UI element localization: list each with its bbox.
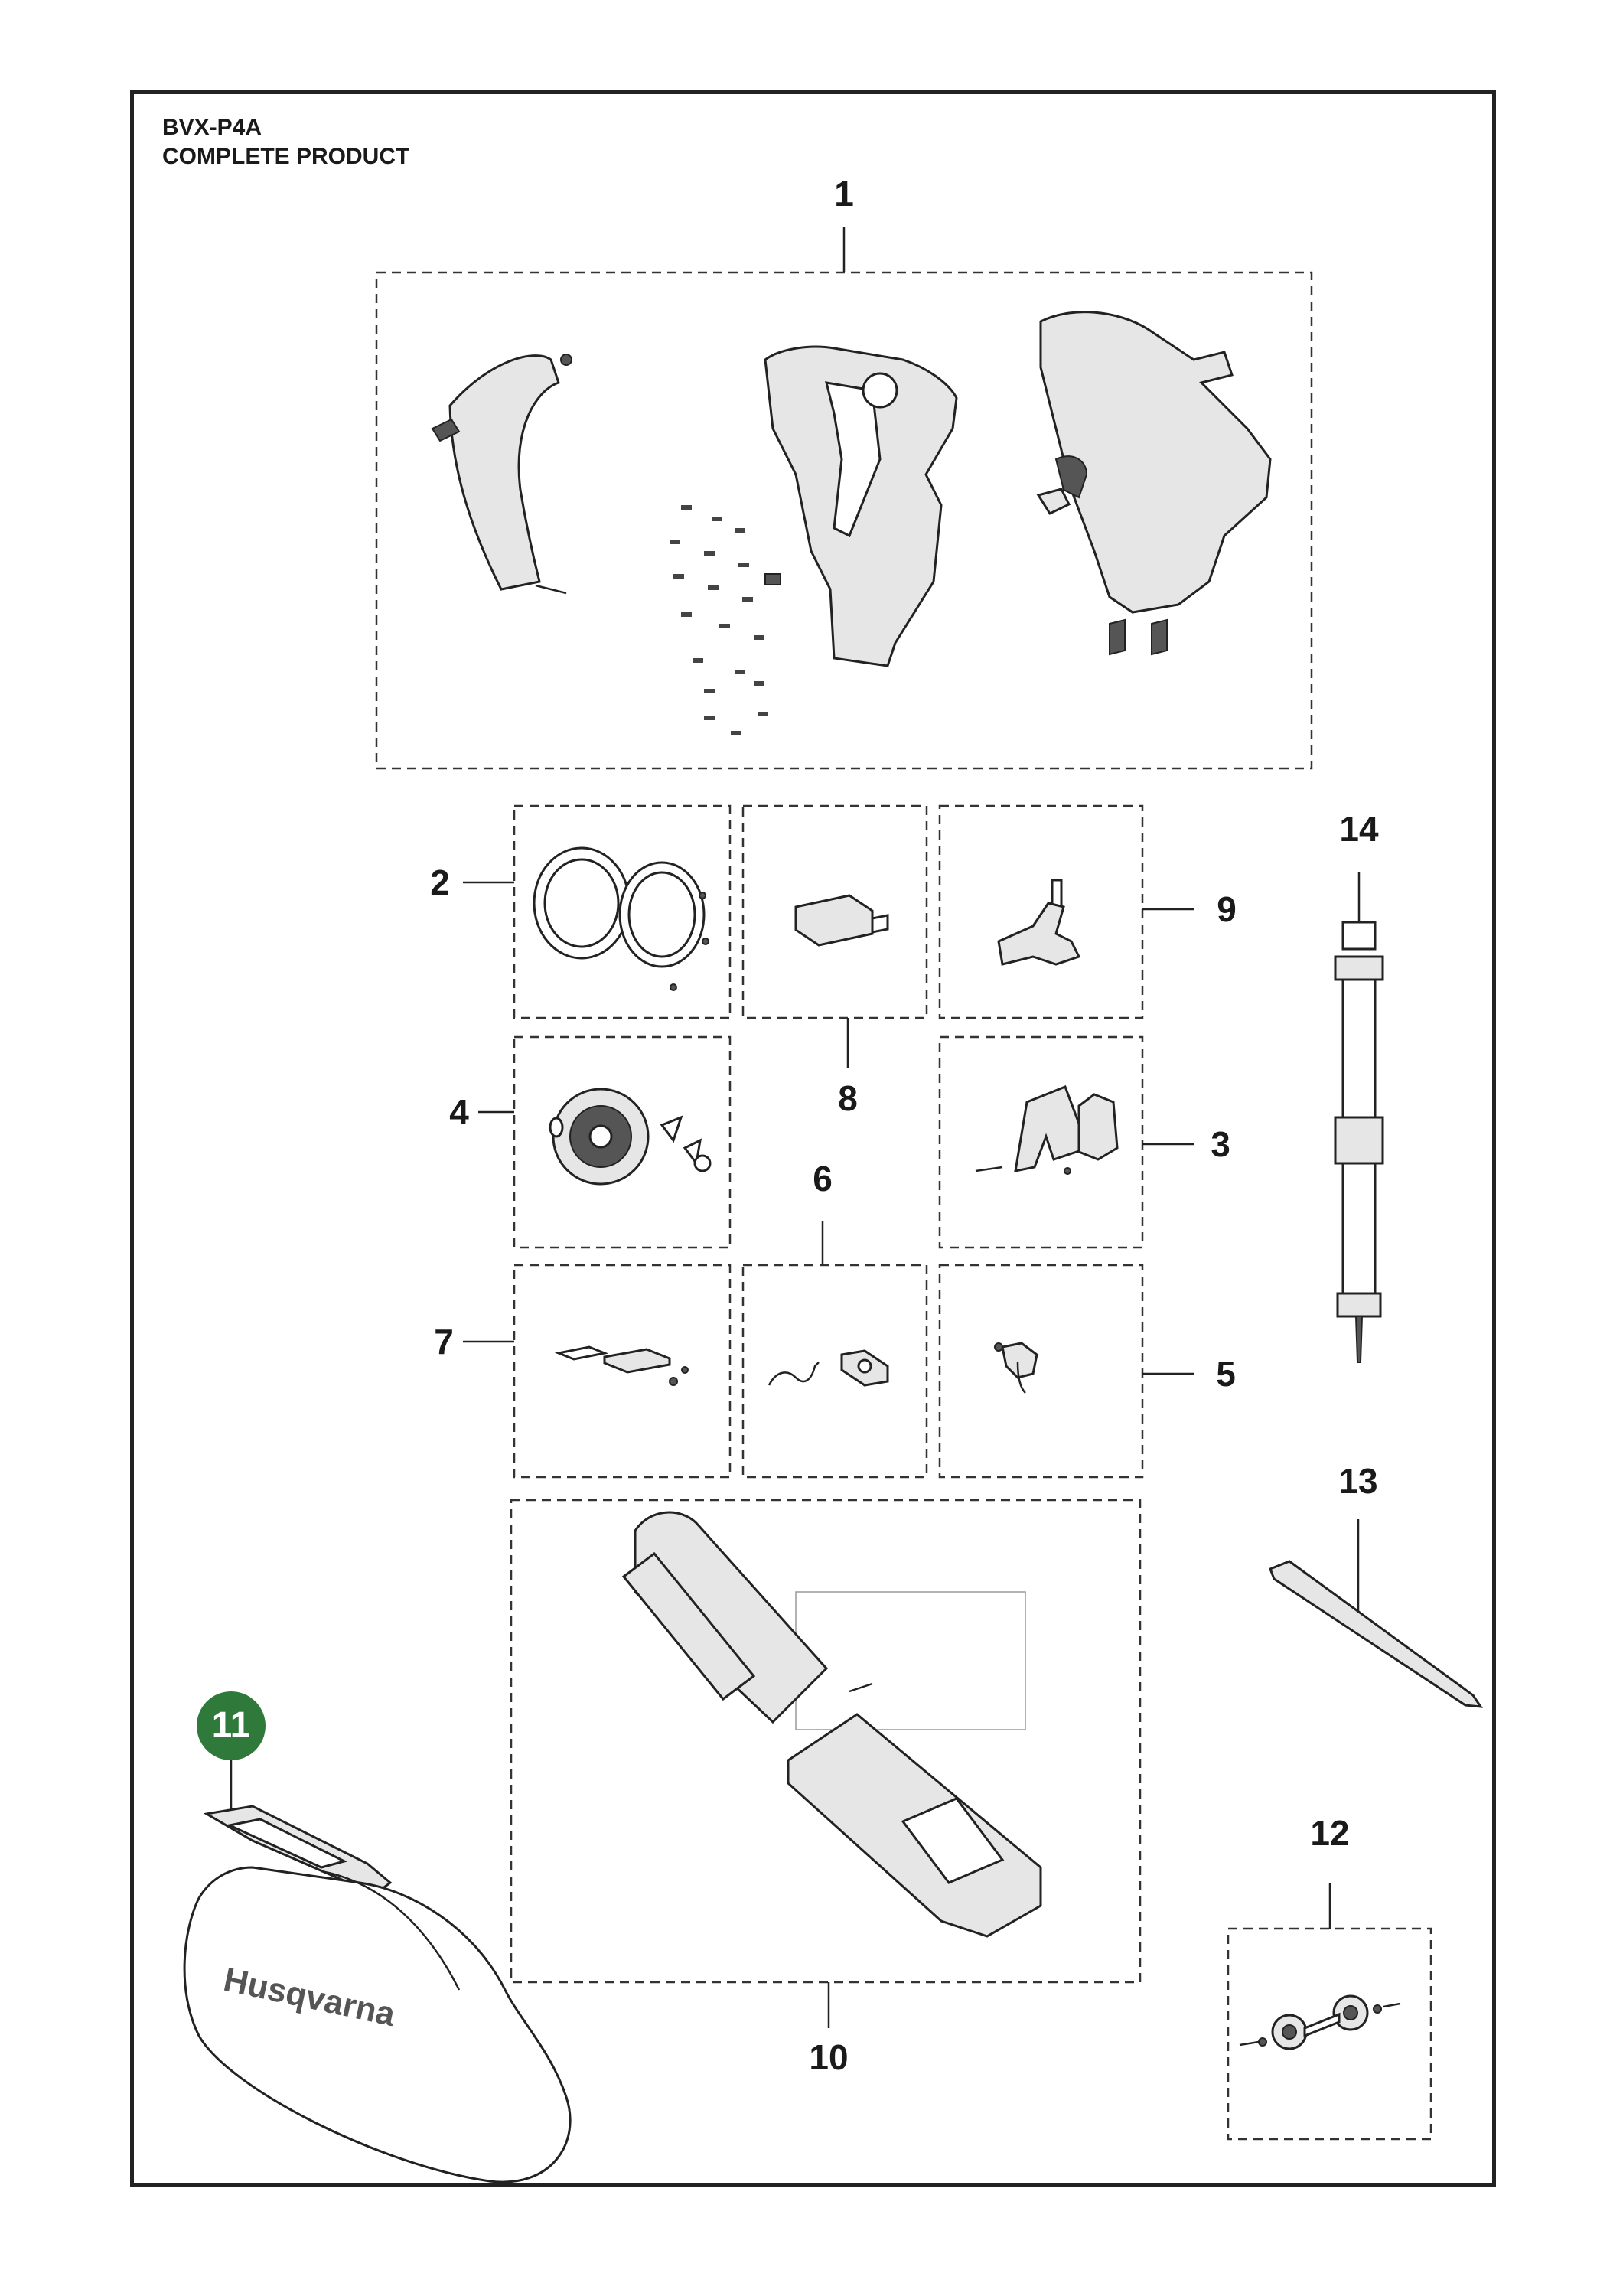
part-spring (769, 1362, 819, 1385)
callout-5: 5 (1216, 1354, 1236, 1394)
callout-2: 2 (430, 863, 450, 902)
group-12-wheels (1228, 1883, 1431, 2139)
part-knob-3 (1079, 1094, 1117, 1159)
part-tube-outline (796, 1592, 1025, 1730)
group-9-trigger (940, 806, 1194, 1018)
group-4-fan (478, 1037, 730, 1247)
part-ring-seal-inner (545, 859, 618, 947)
group-7-pads (463, 1265, 730, 1477)
part-trigger (999, 903, 1079, 964)
part-ring-plate-inner (629, 872, 695, 957)
part-housing-left-boss (863, 373, 897, 407)
group-3-cover (940, 1037, 1194, 1247)
callout-10: 10 (809, 2037, 849, 2077)
part-screw-3 (976, 1167, 1002, 1171)
callout-11-highlighted[interactable]: 11 (197, 1691, 266, 1760)
callout-6: 6 (813, 1159, 833, 1199)
group-8-module (743, 806, 927, 1068)
part-strap-buckle-top (1335, 957, 1383, 980)
group-6-spring (743, 1221, 927, 1477)
part-clip-b (1152, 620, 1167, 654)
part-strap-band-bottom (1343, 1163, 1375, 1293)
part-nut (561, 354, 572, 365)
model-code: BVX-P4A (162, 115, 262, 140)
callout-12: 12 (1310, 1813, 1350, 1853)
part-connector (1002, 1343, 1037, 1378)
callout-1: 1 (834, 174, 854, 214)
part-strap-tie (1270, 1561, 1481, 1707)
part-switch-module (796, 895, 872, 945)
part-14-shoulder-strap (1335, 872, 1383, 1362)
diagram-subtitle: COMPLETE PRODUCT (162, 144, 410, 169)
part-strap-clip (1338, 1293, 1380, 1316)
group-2-rings (463, 806, 730, 1018)
callout-14: 14 (1339, 809, 1379, 849)
group-5-cable (940, 1265, 1194, 1477)
callout-13: 13 (1338, 1461, 1378, 1501)
part-11-collection-bag (184, 1760, 570, 2182)
part-pin-9 (1052, 880, 1061, 907)
callout-4: 4 (449, 1092, 469, 1132)
group-10-tubes (511, 1500, 1140, 2028)
group-5-box (940, 1265, 1142, 1477)
bag-logo: Husqvarna (220, 1960, 399, 2034)
part-13-strap (1270, 1519, 1481, 1707)
group-9-box (940, 806, 1142, 1018)
part-clip-a (1110, 620, 1125, 654)
part-lever (1038, 489, 1069, 514)
part-strap-end (1343, 922, 1375, 949)
group-6-box (743, 1265, 927, 1477)
group-1-housing (376, 227, 1312, 768)
callout-3: 3 (1211, 1124, 1230, 1164)
group-12-box (1228, 1929, 1431, 2139)
part-pin (536, 585, 566, 593)
part-strap-band-top (1343, 980, 1375, 1117)
callout-8: 8 (838, 1078, 858, 1118)
callout-9: 9 (1217, 889, 1237, 929)
part-flap (1015, 1087, 1088, 1171)
part-pad-large (605, 1349, 670, 1372)
part-pad-small (559, 1347, 605, 1359)
part-screws (670, 505, 781, 735)
callout-7: 7 (434, 1322, 454, 1362)
part-strap-hook (1356, 1316, 1362, 1362)
part-side-cover (450, 356, 559, 589)
part-strap-buckle-mid (1335, 1117, 1383, 1163)
